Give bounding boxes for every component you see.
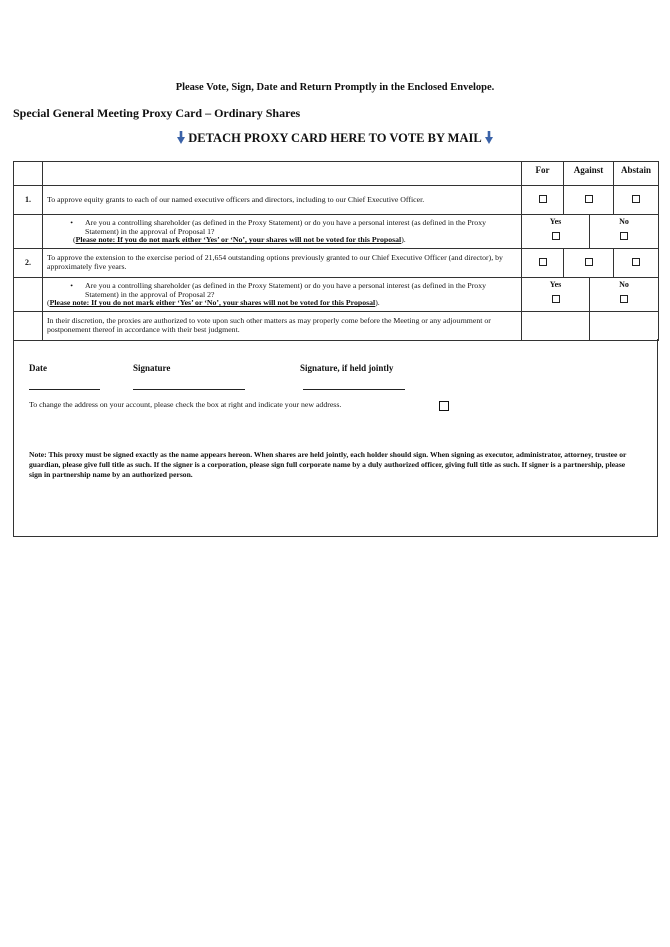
proposal-2-yes-checkbox[interactable]	[552, 295, 560, 303]
date-line[interactable]	[29, 389, 100, 390]
abstain-cell	[614, 186, 659, 215]
proposal-2-abstain-checkbox[interactable]	[632, 258, 640, 266]
no-label: No	[619, 280, 629, 289]
discretion-text: In their discretion, the proxies are authorized to vote upon such other matters as may properly come before the Meeting or any adjournment or postponement thereof in accordance with their best judgment.	[43, 312, 522, 341]
proposal-1-against-checkbox[interactable]	[585, 195, 593, 203]
blank-cell	[14, 215, 43, 249]
interest-question-cell	[43, 215, 522, 249]
for-header: For	[522, 162, 564, 186]
address-change-checkbox[interactable]	[439, 401, 449, 411]
signature-section	[13, 339, 658, 537]
card-title: Special General Meeting Proxy Card – Ordinary Shares	[13, 106, 301, 120]
blank-cell	[14, 278, 43, 312]
header-row	[14, 162, 659, 186]
yes-label: Yes	[549, 217, 562, 226]
interest-note: Please note: If you do not mark either ‘Yes’ or ‘No’, your shares will not be voted for this Proposal	[75, 235, 402, 245]
proposal-2-for-checkbox[interactable]	[539, 258, 547, 266]
proposal-1-yes-checkbox[interactable]	[552, 232, 560, 240]
proposal-1-row	[14, 186, 659, 215]
proposal-number: 1.	[14, 186, 43, 215]
bullet: •	[70, 280, 73, 290]
no-label: No	[619, 217, 629, 226]
down-arrow-icon	[177, 131, 185, 144]
proxy-table	[13, 161, 659, 341]
proposal-1-no-checkbox[interactable]	[620, 232, 628, 240]
interest-question: Are you a controlling shareholder (as defined in the Proxy Statement) or do you have a personal interest (as defined in the Proxy Statement) in the approval of Proposal 2?	[85, 280, 486, 299]
discretion-row	[14, 312, 659, 341]
proposal-text: To approve the extension to the exercise period of 21,654 outstanding options previously granted to our Chief Executive Officer (and director), by approximately five years.	[43, 249, 522, 278]
joint-signature-label: Signature, if held jointly	[300, 363, 394, 373]
for-cell	[522, 186, 564, 215]
against-header: Against	[564, 162, 614, 186]
note-open: (	[47, 298, 50, 308]
proposal-number: 2.	[14, 249, 43, 278]
address-change-text: To change the address on your account, please check the box at right and indicate your new address.	[29, 400, 342, 409]
interest-question: Are you a controlling shareholder (as defined in the Proxy Statement) or do you have a personal interest (as defined in the Proxy Statement) in the approval of Proposal 1?	[85, 217, 486, 236]
no-cell	[590, 278, 659, 312]
header-blank-cell	[14, 162, 43, 186]
proposal-2-against-checkbox[interactable]	[585, 258, 593, 266]
joint-signature-line[interactable]	[303, 389, 405, 390]
blank-cell	[14, 312, 43, 341]
proposal-1-interest-row	[14, 215, 659, 249]
against-cell	[564, 249, 614, 278]
proposal-2-interest-row	[14, 278, 659, 312]
proposal-2-row	[14, 249, 659, 278]
blank-cell	[522, 312, 590, 341]
signature-label: Signature	[133, 363, 171, 373]
detach-label: DETACH PROXY CARD HERE TO VOTE BY MAIL	[188, 131, 482, 145]
blank-cell	[590, 312, 659, 341]
yes-cell	[522, 278, 590, 312]
yes-cell	[522, 215, 590, 249]
note-close: ).	[401, 235, 406, 245]
against-cell	[564, 186, 614, 215]
abstain-header: Abstain	[614, 162, 659, 186]
interest-note: Please note: If you do not mark either ‘Yes’ or ‘No’, your shares will not be voted for this Proposal	[49, 298, 376, 308]
yes-label: Yes	[549, 280, 562, 289]
no-cell	[590, 215, 659, 249]
proposal-1-abstain-checkbox[interactable]	[632, 195, 640, 203]
date-label: Date	[29, 363, 47, 373]
for-cell	[522, 249, 564, 278]
note-close: ).	[375, 298, 380, 308]
top-instruction: Please Vote, Sign, Date and Return Promptly in the Enclosed Envelope.	[175, 82, 495, 93]
proposal-1-for-checkbox[interactable]	[539, 195, 547, 203]
interest-question-cell	[43, 278, 522, 312]
signature-line[interactable]	[133, 389, 245, 390]
bullet: •	[70, 217, 73, 227]
abstain-cell	[614, 249, 659, 278]
detach-banner	[0, 131, 670, 146]
down-arrow-icon	[485, 131, 493, 144]
header-description-cell	[43, 162, 522, 186]
signing-note: Note: This proxy must be signed exactly as the name appears hereon. When shares are held jointly, each holder should sign. When signing as executor, administrator, attorney, trustee or guardian, please give full title as such. If the signer is a corporation, please sign full corporate name by a duly authorized officer, giving full title as such. If signer is a partnership, please sign in partnership name by an authorized person.	[29, 450, 627, 480]
proposal-text: To approve equity grants to each of our named executive officers and directors, including to our Chief Executive Officer.	[43, 186, 522, 215]
proposal-2-no-checkbox[interactable]	[620, 295, 628, 303]
note-open: (	[73, 235, 76, 245]
